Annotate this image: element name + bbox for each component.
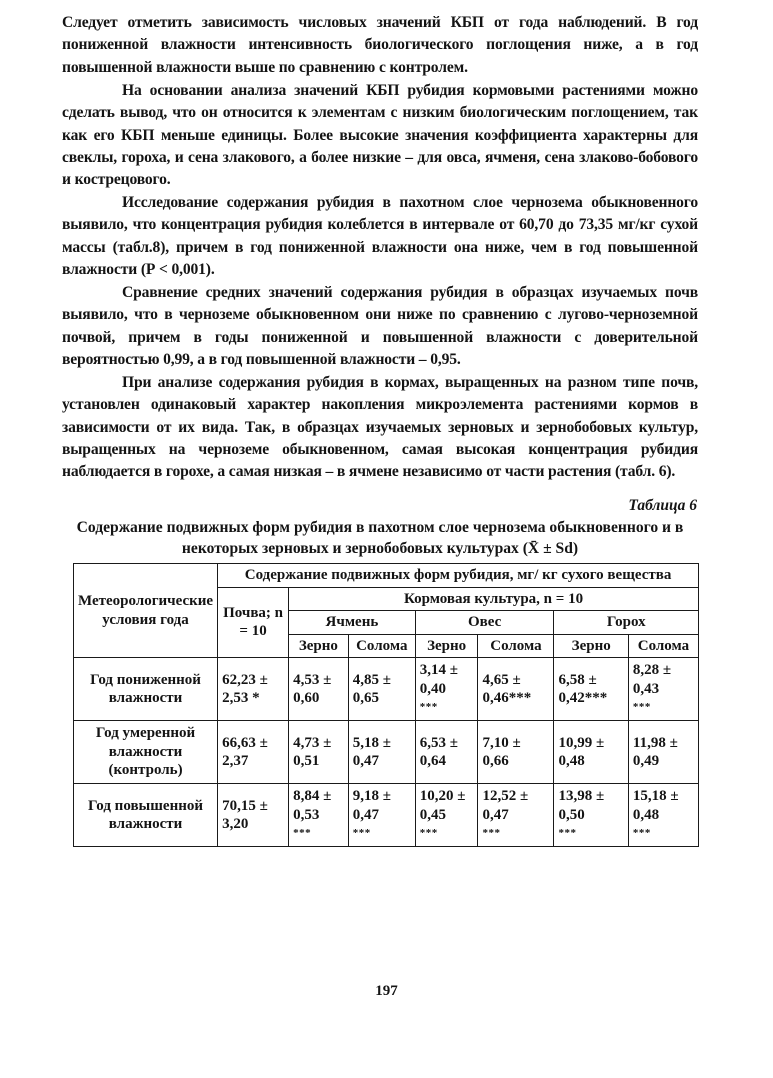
part-straw: Солома [628,634,698,658]
table-cell [218,658,289,721]
cell-value: 7,10 ± 0,66 [482,734,521,769]
header-row-1 [74,564,699,588]
table-cell [478,658,554,721]
cell-value: 4,85 ± 0,65 [352,671,391,706]
part-grain: Зерно [289,634,349,658]
cell-value: 70,15 ± 3,20 [222,797,268,832]
table-cell [218,721,289,784]
table-cell [218,784,289,847]
part-grain: Зерно [554,634,628,658]
cell-value: 8,28 ± 0,43 [632,662,672,697]
header-crop: Кормовая культура, n = 10 [289,587,699,611]
table-cell [478,784,554,847]
table-cell [554,721,628,784]
part-straw: Солома [478,634,554,658]
cell-value: 11,98 ± 0,49 [632,734,678,769]
part-grain: Зерно [415,634,478,658]
significance-marker: *** [482,827,501,840]
table-cell [348,721,415,784]
cell-value: 13,98 ± 0,50 [558,788,605,823]
table-body [74,658,699,847]
page-number: 197 [375,983,398,999]
cell-value: 6,53 ± 0,64 [419,734,459,769]
header-content: Содержание подвижных форм рубидия, мг/ кг сухого вещества [218,564,699,588]
significance-marker: *** [352,827,371,840]
table-cell [289,658,349,721]
table-reference: Таблица 6 [628,497,697,514]
table-cell [478,721,554,784]
significance-marker: *** [419,827,438,840]
significance-marker: *** [419,701,438,714]
header-soil: Почва; n = 10 [218,587,289,658]
table-row [74,784,699,847]
cell-value: 15,18 ± 0,48 [632,788,679,823]
cell-value: 66,63 ± 2,37 [222,734,268,769]
table-cell [415,784,478,847]
row-label: Год умеренной влажности (контроль) [74,721,218,784]
cell-value: 10,20 ± 0,45 [419,788,466,823]
significance-marker: *** [293,827,312,840]
paragraph-1: Следует отметить зависимость числовых значений КБП от года наблюдений. В год пониженной влажности интенсивность биологического поглощения ниже, а в год повышенной влажности выше по сравнению с контролем. [62,14,698,76]
table-row [74,658,699,721]
cell-value: 5,18 ± 0,47 [352,734,391,769]
cell-value: 4,53 ± 0,60 [293,671,332,706]
table-cell [289,784,349,847]
cell-value: 10,99 ± 0,48 [558,734,605,769]
table-cell [554,658,628,721]
paragraph-2: На основании анализа значений КБП рубидия кормовыми растениями можно сделать вывод, что он относится к элементам с низким биологическим поглощением, так как его КБП меньше единицы. Более высокие значения коэффициента характерны для свеклы, гороха, и сена злакового, а более низкие – для овса, ячменя, сена злаково-бобового и кострецового. [62,82,698,189]
table-cell [628,784,698,847]
cell-value: 4,65 ± 0,46*** [482,671,532,706]
table-cell [415,658,478,721]
paragraph-5: При анализе содержания рубидия в кормах, выращенных на разном типе почв, установлен одинаковый характер накопления микроэлемента растениями кормов в зависимости от их вида. Так, в образцах изучаемых зерновых и зернобобовых культур, выращенных на черноземе обыкновенном, самая высокая концентрация рубидия наблюдается в горохе, а самая низкая – в ячмене независимо от части растения (табл. 6). [62,374,698,481]
table-cell [348,784,415,847]
paragraph-3: Исследование содержания рубидия в пахотном слое чернозема обыкновенного выявило, что концентрация рубидия колеблется в интервале от 60,70 до 73,35 мг/кг сухой массы (табл.8), причем в год пониженной влажности она ниже, чем в год повышенной влажности (Р < 0,001). [62,194,698,278]
table-cell [554,784,628,847]
table-caption: Содержание подвижных форм рубидия в пахотном слое чернозема обыкновенного и в некоторых зерновых и зернобобовых культурах (X̄ ± Sd) [76,519,684,557]
cell-value: 8,84 ± 0,53 [293,788,332,823]
cell-value: 6,58 ± 0,42*** [558,671,608,706]
row-label: Год пониженной влажности [74,658,218,721]
table-cell [628,721,698,784]
cell-value: 12,52 ± 0,47 [482,788,529,823]
paragraph-4: Сравнение средних значений содержания рубидия в образцах изучаемых почв выявило, что в черноземе обыкновенном они ниже по сравнению с лугово-черноземной почвой, причем в годы пониженной и повышенной влажности с доверительной вероятностью 0,99, а в год повышенной влажности – 0,95. [62,284,698,368]
crop-barley: Ячмень [289,611,416,635]
cell-value: 3,14 ± 0,40 [419,662,459,697]
table-cell [628,658,698,721]
row-label: Год повышенной влажности [74,784,218,847]
significance-marker: *** [558,827,577,840]
significance-marker: *** [632,701,651,714]
significance-marker: *** [632,827,651,840]
header-conditions: Метеорологические условия года [74,564,218,658]
crop-oats: Овес [415,611,554,635]
table-cell [415,721,478,784]
cell-value: 62,23 ± 2,53 * [222,671,268,706]
cell-value: 9,18 ± 0,47 [352,788,391,823]
crop-peas: Горох [554,611,699,635]
data-table [73,563,699,847]
table-cell [348,658,415,721]
part-straw: Солома [348,634,415,658]
cell-value: 4,73 ± 0,51 [293,734,332,769]
table-cell [289,721,349,784]
table-row [74,721,699,784]
